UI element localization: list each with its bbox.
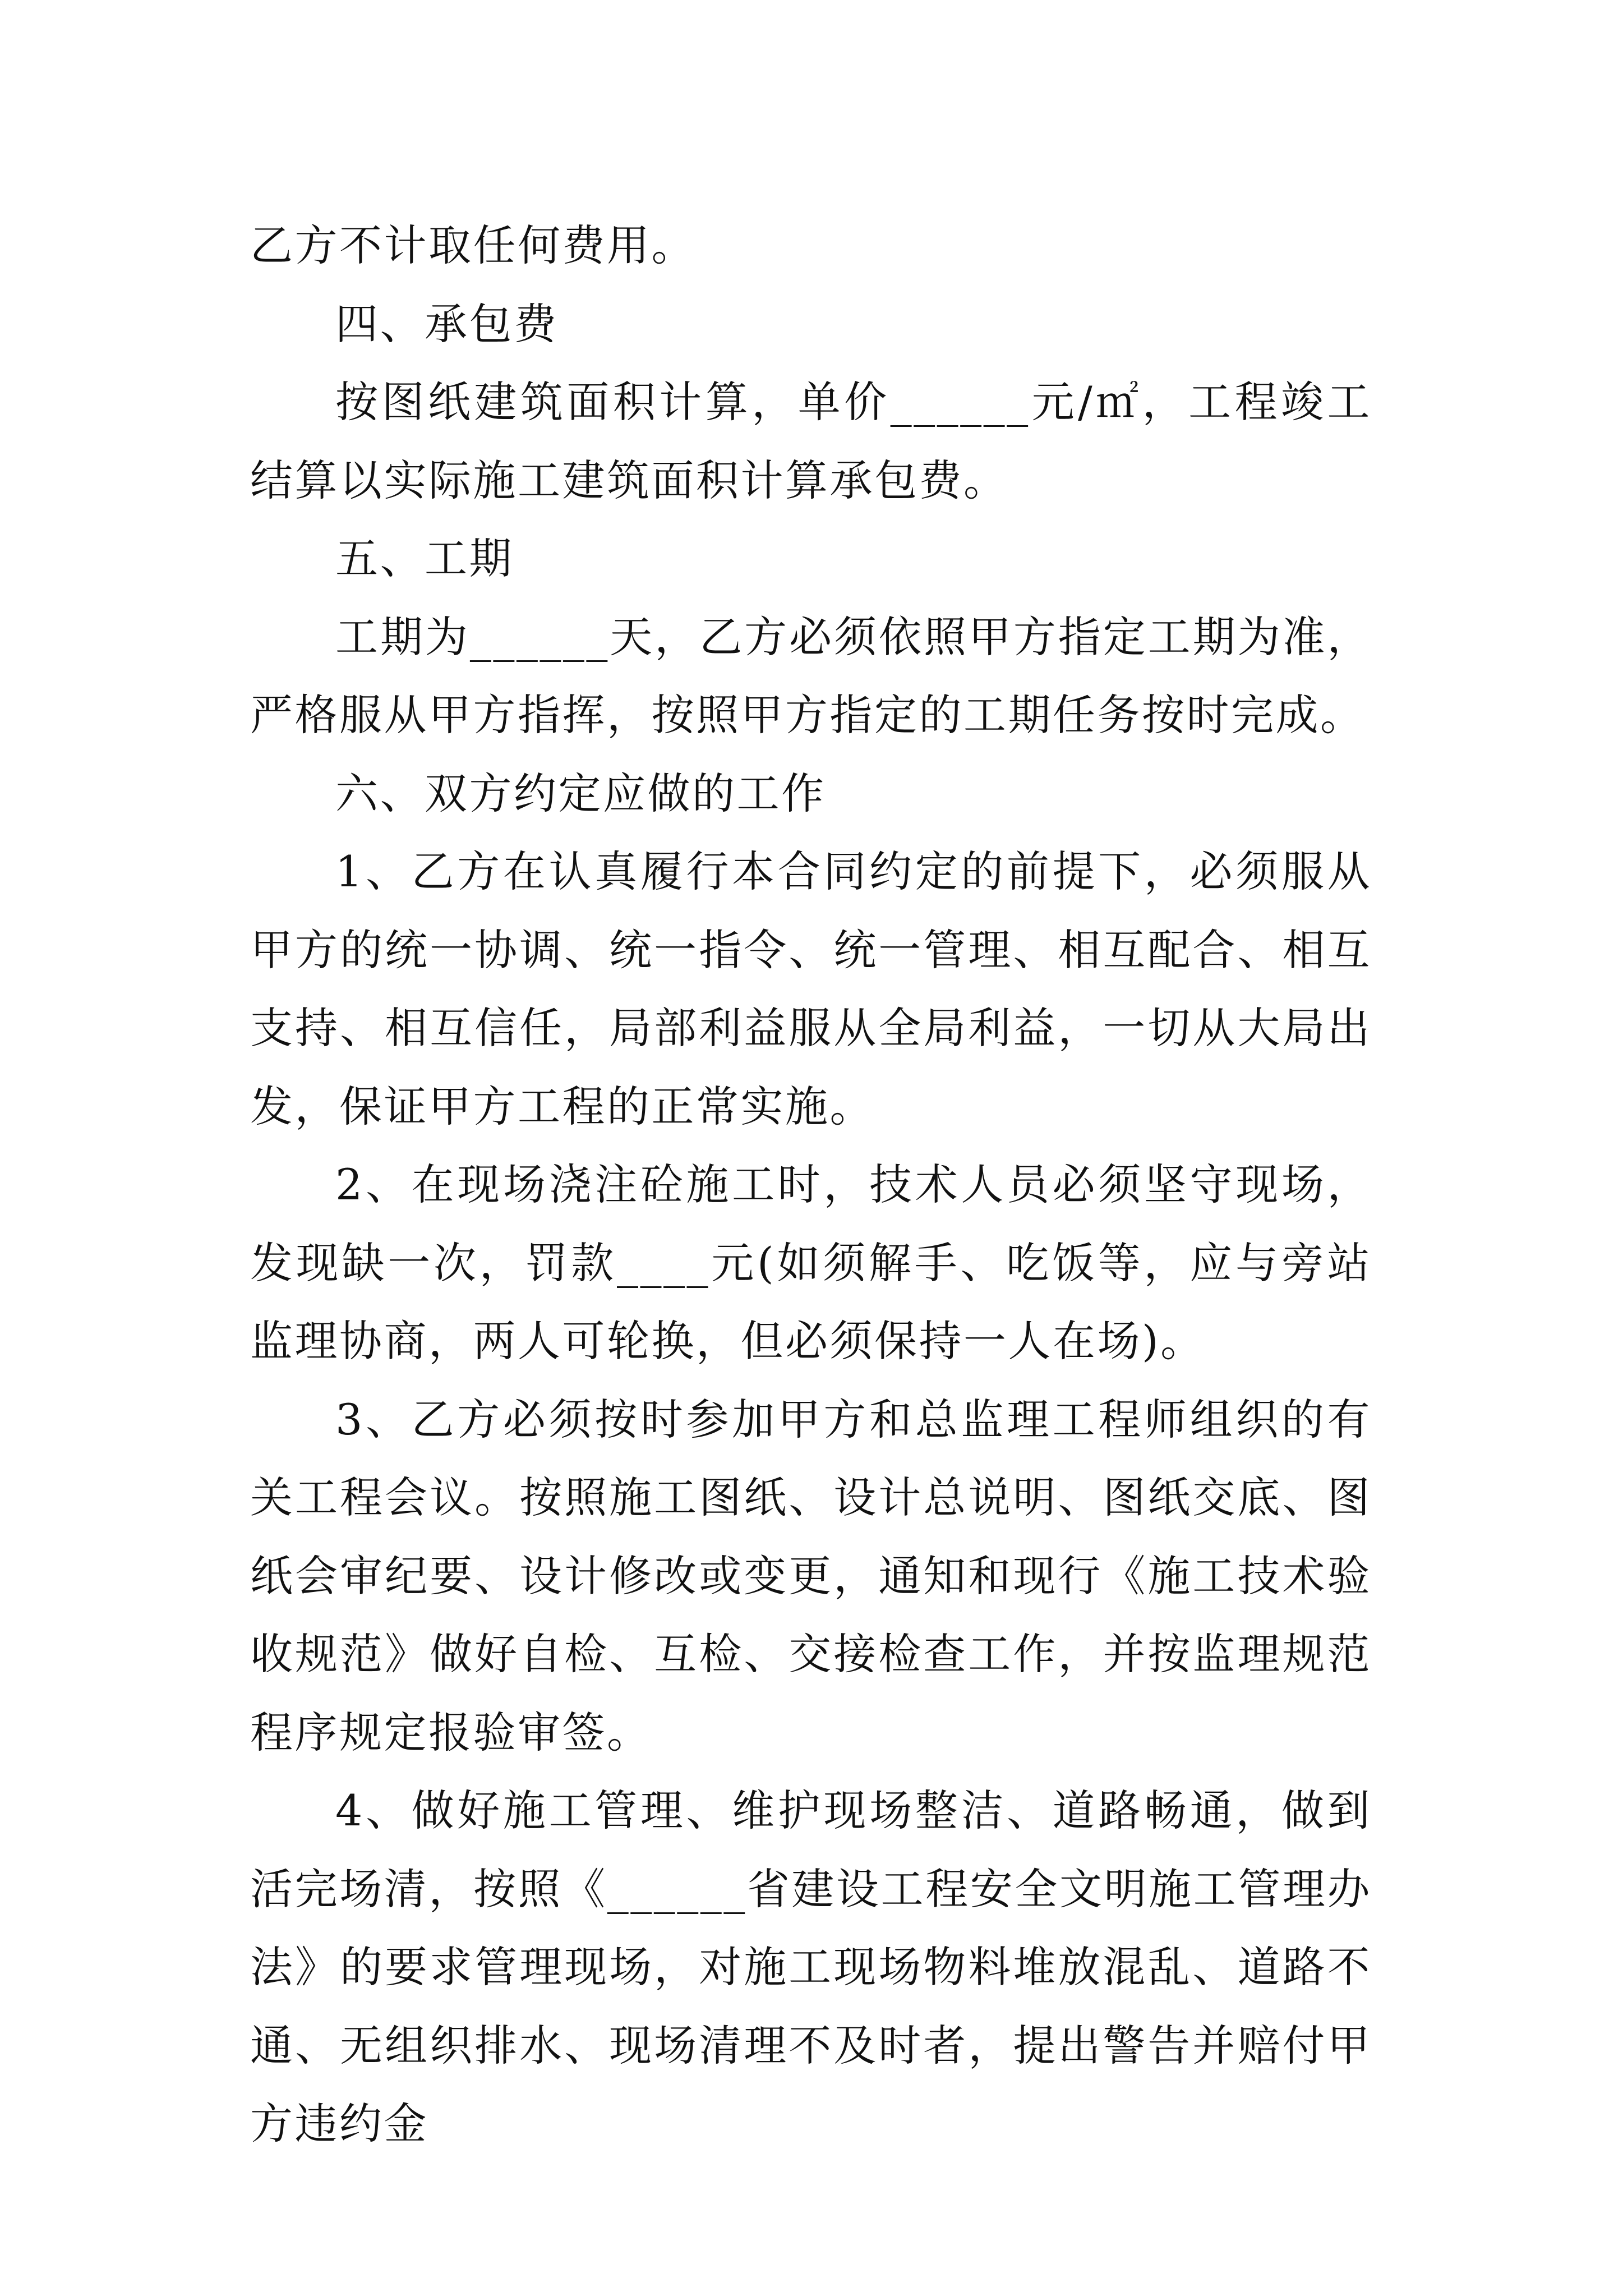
paragraph-duration: 工期为______天，乙方必须依照甲方指定工期为准，严格服从甲方指挥，按照甲方指定的工期任务按时完成。: [250, 611, 1372, 740]
paragraph-obligation-1: 1、乙方在认真履行本合同约定的前提下，必须服从甲方的统一协调、统一指令、统一管理、相互配合、相互支持、相互信任，局部利益服从全局利益，一切从大局出发，保证甲方工程的正常实施。: [250, 846, 1372, 1131]
paragraph-fee-continuation: 乙方不计取任何费用。: [250, 220, 696, 270]
paragraph-contract-fee: 按图纸建筑面积计算，单价______元/㎡，工程竣工结算以实际施工建筑面积计算承包费。: [250, 377, 1372, 505]
paragraph-obligation-4: 4、做好施工管理、维护现场整洁、道路畅通，做到活完场清，按照《______省建设工程安全文明施工管理办法》的要求管理现场，对施工现场物料堆放混乱、道路不通、无组织排水、现场清理不及时者，提出警告并赔付甲方违约金: [250, 1786, 1372, 2148]
section-heading-obligations: 六、双方约定应做的工作: [335, 768, 826, 818]
section-heading-duration: 五、工期: [335, 533, 514, 583]
paragraph-obligation-2: 2、在现场浇注砼施工时，技术人员必须坚守现场，发现缺一次，罚款____元(如须解手、吃饭等，应与旁站监理协商，两人可轮换，但必须保持一人在场)。: [250, 1159, 1372, 1366]
section-heading-contract-fee: 四、承包费: [335, 298, 559, 349]
document-body: [250, 206, 1372, 2163]
paragraph-obligation-3: 3、乙方必须按时参加甲方和总监理工程师组织的有关工程会议。按照施工图纸、设计总说明、图纸交底、图纸会审纪要、设计修改或变更，通知和现行《施工技术验收规范》做好自检、互检、交接检查工作，并按监理规范程序规定报验审签。: [250, 1394, 1372, 1757]
